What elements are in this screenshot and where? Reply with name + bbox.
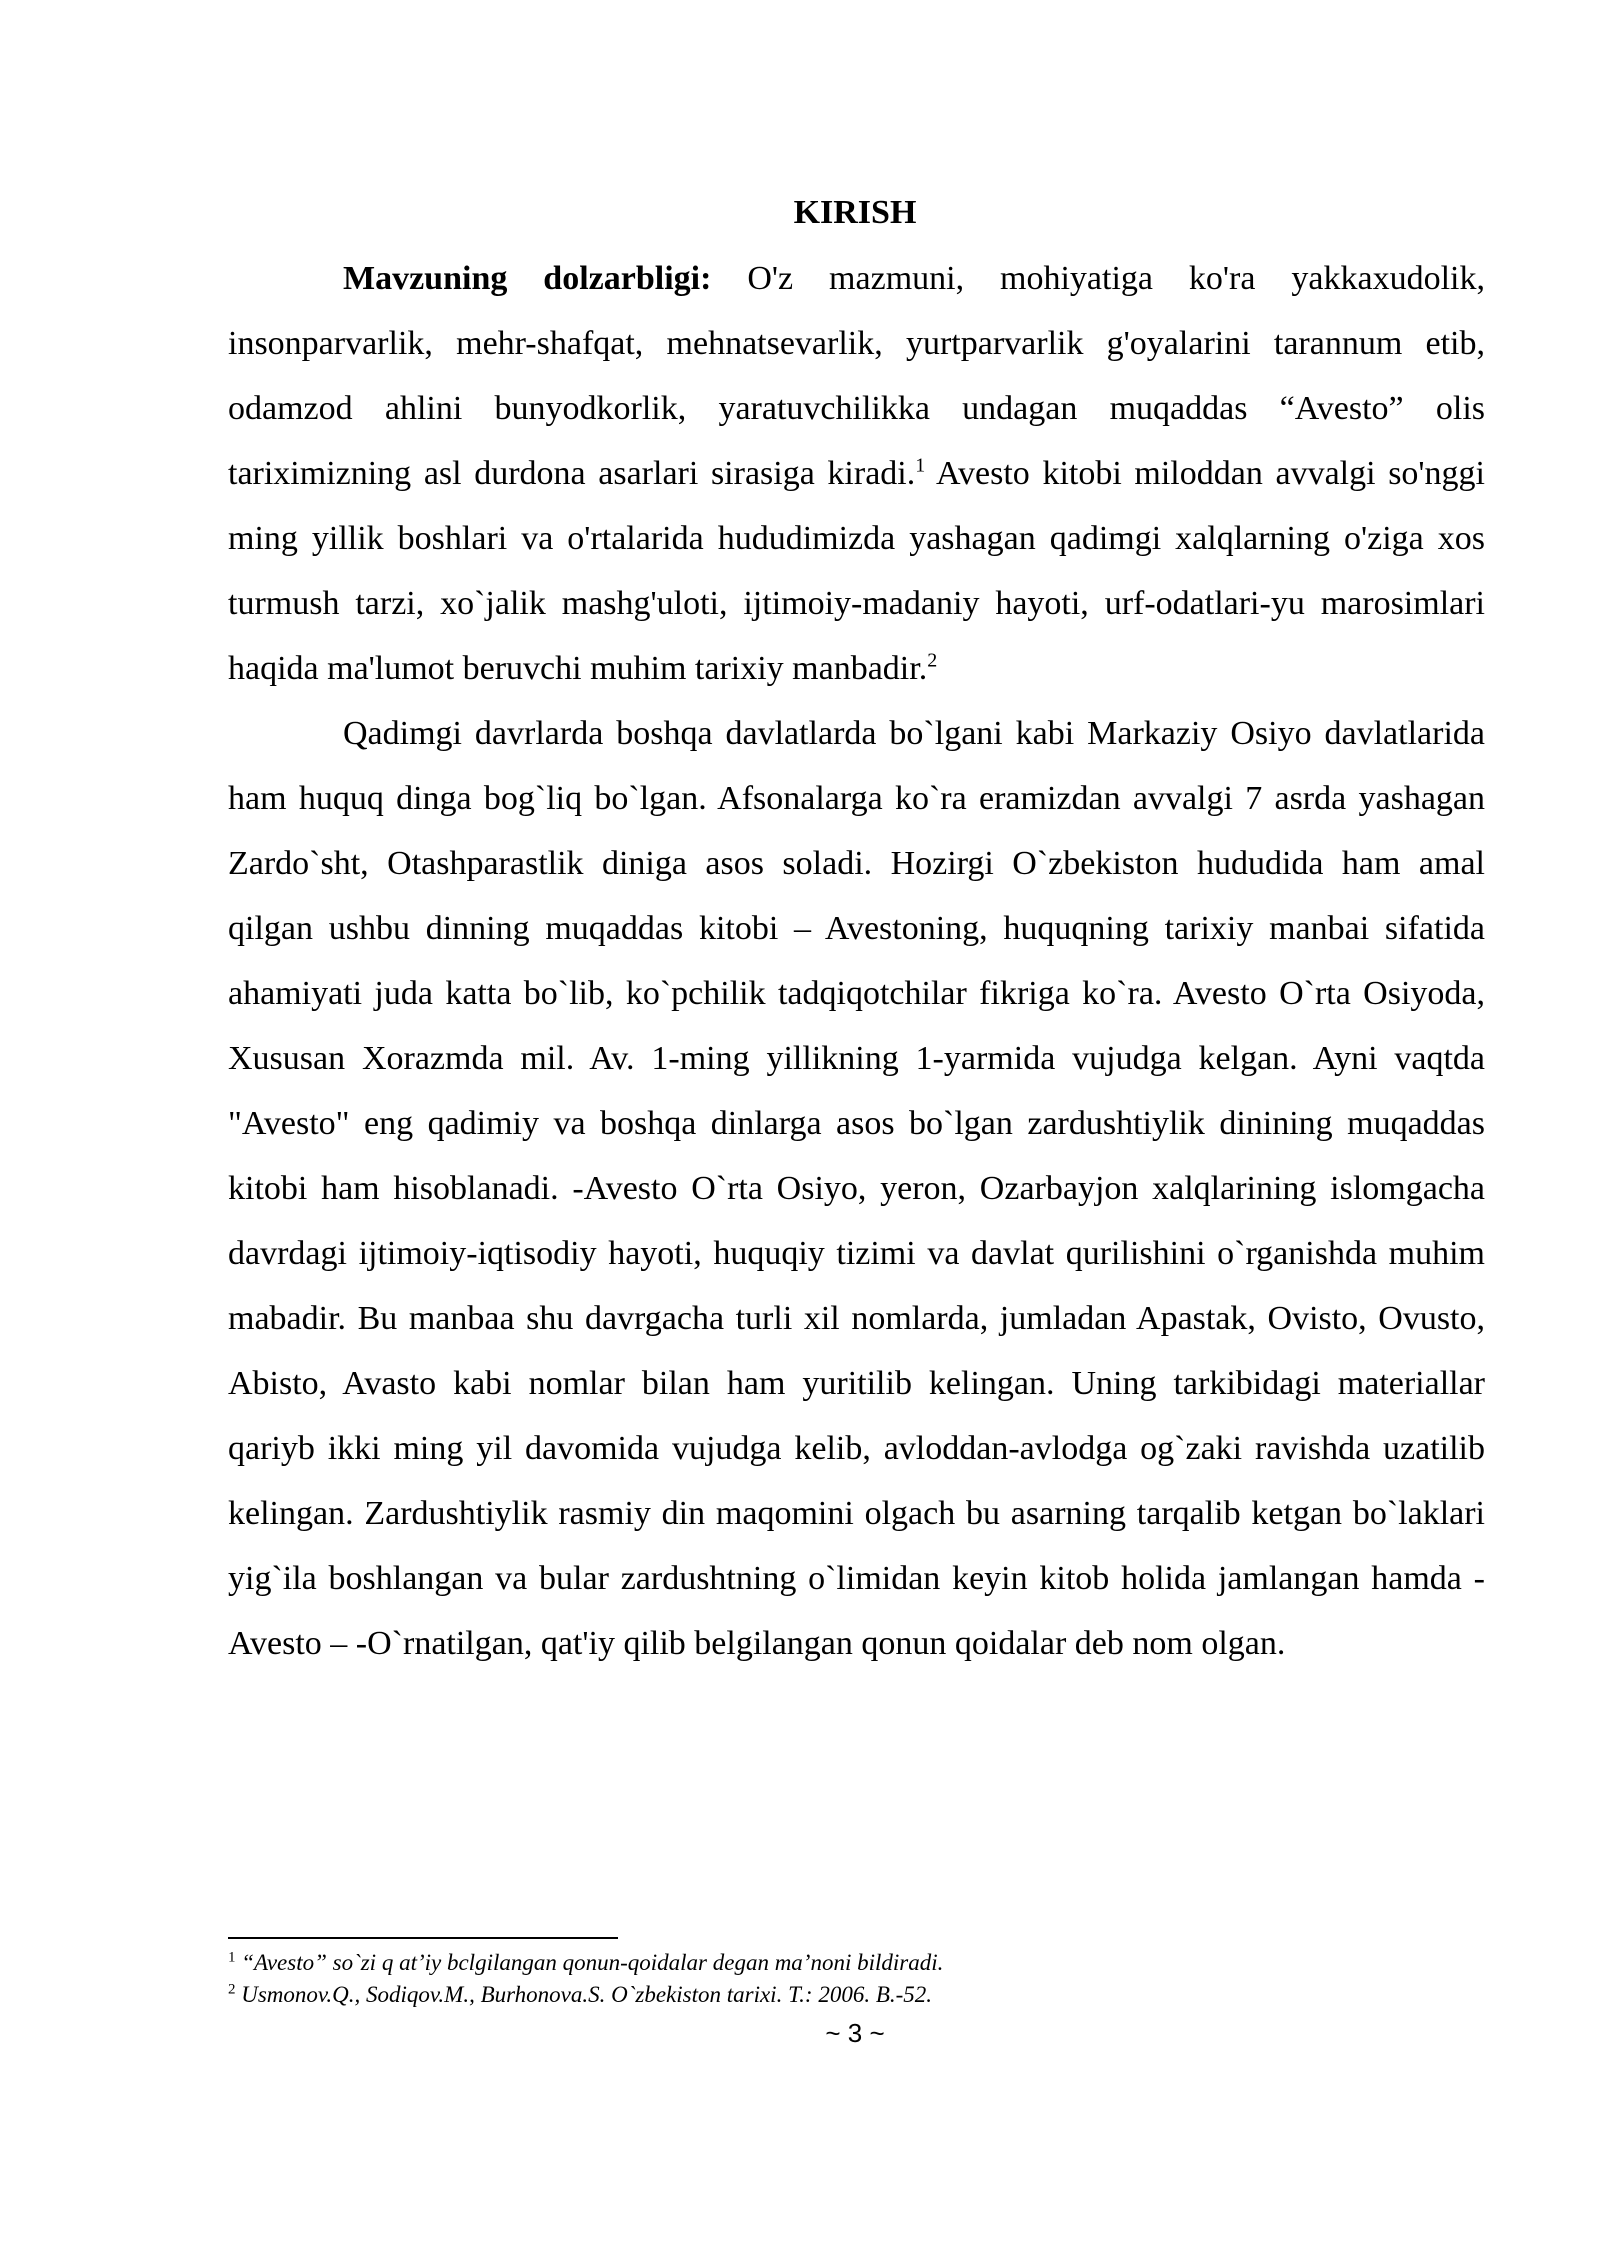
main-text: [228, 246, 1485, 1676]
paragraph-text: O'z mazmuni, mohiyatiga ko'ra yakkaxudolik, insonparvarlik, mehr-shafqat, mehnatsevarlik, yurtparvarlik g'oyalarini tarannum etib, odamzod ahlini bunyodkorlik, yaratuvchilikka undagan muqaddas “Avesto” olis tariximizning asl durdona asarlari sirasiga kiradi.: [228, 260, 1485, 492]
footnote-text: Usmonov.Q., Sodiqov.M., Burhonova.S. O`zbekiston tarixi. T.: 2006. B.-52.: [235, 1982, 933, 2007]
footnote-mark: 1: [228, 1949, 236, 1966]
footnotes: [228, 1947, 1485, 2011]
footnote-reference[interactable]: 1: [915, 454, 926, 477]
paragraph-text: Avesto kitobi miloddan avvalgi so'nggi ming yillik boshlari va o'rtalarida hududimizda yashagan qadimgi xalqlarning o'ziga xos turmush tarzi, xo`jalik mashg'uloti, ijtimoiy-madaniy hayoti, urf-odatlari-yu marosimlari haqida ma'lumot beruvchi muhim tarixiy manbadir.: [228, 455, 1485, 687]
paragraph-history: Qadimgi davrlarda boshqa davlatlarda bo`lgani kabi Markaziy Osiyo davlatlarida ham huquq dinga bog`liq bo`lgan. Afsonalarga ko`ra eramizdan avvalgi 7 asrda yashagan Zardo`sht, Otashparastlik diniga asos soladi. Hozirgi O`zbekiston hududida ham amal qilgan ushbu dinning muqaddas kitobi – Avestoning, huquqning tarixiy manbai sifatida ahamiyati juda katta bo`lib, ko`pchilik tadqiqotchilar fikriga ko`ra. Avesto O`rta Osiyoda, Xususan Xorazmda mil. Av. 1-ming yillikning 1-yarmida vujudga kelgan. Ayni vaqtda "Avesto" eng qadimiy va boshqa dinlarga asos bo`lgan zardushtiylik dinining muqaddas kitobi ham hisoblanadi. -Avesto O`rta Osiyo, yeron, Ozarbayjon xalqlarining islomgacha davrdagi ijtimoiy-iqtisodiy hayoti, huquqiy tizimi va davlat qurilishini o`rganishda muhim mabadir. Bu manbaa shu davrgacha turli xil nomlarda, jumladan Apastak, Ovisto, Ovusto, Abisto, Avasto kabi nomlar bilan ham yuritilib kelingan. Uning tarkibidagi materiallar qariyb ikki ming yil davomida vujudga kelib, avloddan-avlodga og`zaki ravishda uzatilib kelingan. Zardushtiylik rasmiy din maqomini olgach bu asarning tarqalib ketgan bo`laklari yig`ila boshlangan va bular zardushtning o`limidan keyin kitob holida jamlangan hamda -Avesto – -O`rnatilgan, qat'iy qilib belgilangan qonun qoidalar deb nom olgan.: [228, 715, 1485, 1662]
page-title: KIRISH: [793, 194, 917, 231]
footnote-reference[interactable]: 2: [927, 649, 938, 672]
footnote-separator: [228, 1937, 618, 1939]
footnote-mark: 2: [228, 1981, 236, 1998]
page-number: ~ 3 ~: [825, 2018, 885, 2048]
footnote-item: [228, 1979, 1485, 2011]
relevance-heading: Mavzuning dolzarbligi:: [343, 260, 712, 297]
footnote-item: [228, 1947, 1485, 1979]
paragraph-relevance: [228, 246, 1485, 701]
footnote-text: “Avesto” so`zi q at’iy bclgilangan qonun-qoidalar degan ma’noni bildiradi.: [235, 1950, 944, 1975]
